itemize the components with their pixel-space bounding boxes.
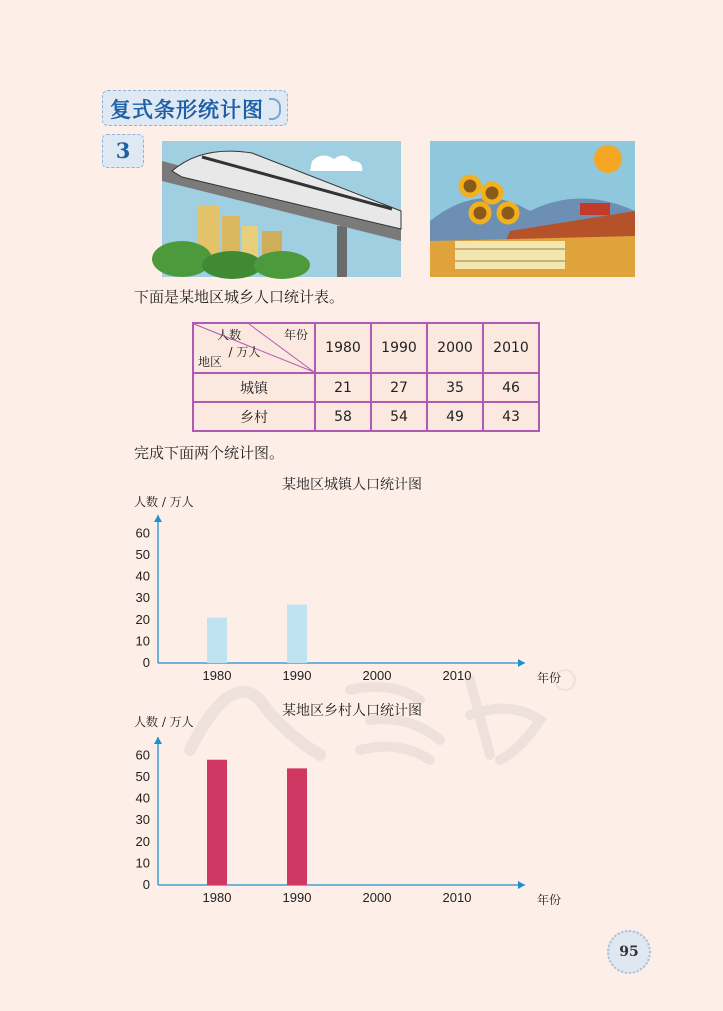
watermark-logo-icon bbox=[170, 660, 570, 770]
x-tick-label: 2000 bbox=[362, 890, 392, 905]
bar bbox=[287, 605, 307, 663]
population-table bbox=[192, 322, 540, 432]
x-tick-label: 1980 bbox=[202, 668, 232, 683]
chart-title-urban: 某地区城镇人口统计图 bbox=[282, 477, 422, 493]
table-header-row bbox=[193, 323, 539, 373]
year-header: 2010 bbox=[483, 323, 539, 373]
section-title: 复式条形统计图 bbox=[110, 97, 264, 122]
table-cell: 43 bbox=[483, 402, 539, 431]
table-cell: 58 bbox=[315, 402, 371, 431]
bar bbox=[287, 768, 307, 885]
section-heading bbox=[102, 90, 288, 126]
y-tick-label: 60 bbox=[135, 525, 150, 541]
intro-sentence: 下面是某地区城乡人口统计表。 bbox=[134, 288, 345, 306]
y-tick-label: 20 bbox=[135, 833, 150, 849]
y-tick-label: 20 bbox=[135, 611, 150, 627]
x-tick-label: 2010 bbox=[442, 668, 472, 683]
table-cell: 54 bbox=[371, 402, 427, 431]
task-sentence: 完成下面两个统计图。 bbox=[134, 444, 285, 462]
year-header: 1990 bbox=[371, 323, 427, 373]
y-tick-label: 10 bbox=[135, 855, 150, 871]
curl-ornament-icon bbox=[269, 98, 281, 120]
countryside-illustration bbox=[430, 141, 635, 277]
y-tick-label: 0 bbox=[142, 877, 150, 892]
y-tick-label: 30 bbox=[135, 590, 150, 606]
y-tick-label: 40 bbox=[135, 790, 150, 806]
y-axis-label-urban: 人数 / 万人 bbox=[134, 495, 194, 509]
x-tick-label: 1990 bbox=[282, 890, 312, 905]
problem-number: 3 bbox=[102, 134, 144, 168]
x-tick-label: 1980 bbox=[202, 890, 232, 905]
table-cell: 46 bbox=[483, 373, 539, 402]
y-tick-label: 50 bbox=[135, 547, 150, 562]
corner-label-region: 地区 bbox=[198, 355, 223, 369]
bar bbox=[207, 760, 227, 885]
chart-title-rural: 某地区乡村人口统计图 bbox=[282, 703, 422, 719]
year-header: 1980 bbox=[315, 323, 371, 373]
y-tick-label: 10 bbox=[135, 633, 150, 649]
page-number: 95 bbox=[607, 930, 651, 974]
monorail-illustration bbox=[162, 141, 401, 277]
table-corner-header bbox=[193, 323, 315, 373]
table-cell: 27 bbox=[371, 373, 427, 402]
x-axis-label: 年份 bbox=[537, 671, 562, 685]
bar bbox=[207, 618, 227, 663]
y-tick-label: 40 bbox=[135, 568, 150, 584]
table-cell: 49 bbox=[427, 402, 483, 431]
corner-label-year: 年份 bbox=[283, 328, 308, 342]
x-axis-arrow-icon bbox=[518, 881, 525, 889]
y-tick-label: 0 bbox=[142, 655, 150, 670]
table-row bbox=[193, 373, 539, 402]
y-tick-label: 50 bbox=[135, 769, 150, 784]
year-header: 2000 bbox=[427, 323, 483, 373]
row-label: 城镇 bbox=[193, 373, 315, 402]
x-axis-label: 年份 bbox=[537, 893, 562, 907]
row-label: 乡村 bbox=[193, 402, 315, 431]
corner-label-people: 人数 / 万人 bbox=[217, 328, 261, 359]
x-tick-label: 2010 bbox=[442, 890, 472, 905]
y-axis-label-rural: 人数 / 万人 bbox=[134, 715, 194, 729]
y-tick-label: 30 bbox=[135, 812, 150, 828]
table-cell: 21 bbox=[315, 373, 371, 402]
y-tick-label: 60 bbox=[135, 747, 150, 763]
x-tick-label: 2000 bbox=[362, 668, 392, 683]
table-cell: 35 bbox=[427, 373, 483, 402]
x-tick-label: 1990 bbox=[282, 668, 312, 683]
y-axis-arrow-icon bbox=[154, 515, 162, 522]
y-axis-arrow-icon bbox=[154, 737, 162, 744]
table-row bbox=[193, 402, 539, 431]
